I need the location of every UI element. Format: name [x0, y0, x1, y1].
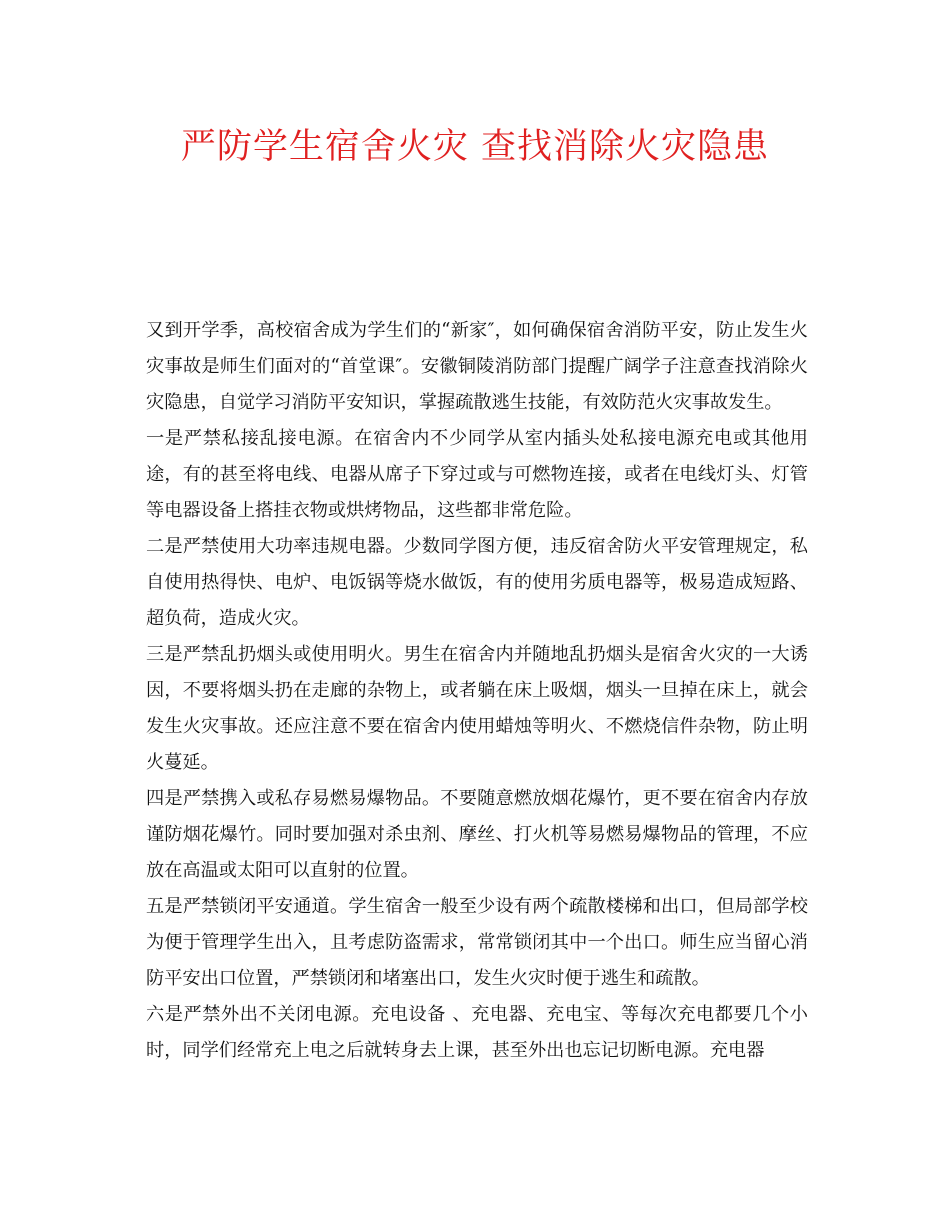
paragraph-rule-1: 一是严禁私接乱接电源。在宿舍内不少同学从室内插头处私接电源充电或其他用途，有的甚至将电线、电器从席子下穿过或与可燃物连接，或者在电线灯头、灯管等电器设备上搭挂衣物或烘烤物品，这些都非常危险。 [146, 428, 808, 521]
paragraph-rule-2: 二是严禁使用大功率违规电器。少数同学图方便，违反宿舍防火平安管理规定，私自使用热得快、电炉、电饭锅等烧水做饭，有的使用劣质电器等，极易造成短路、超负荷，造成火灾。 [146, 536, 808, 629]
paragraph-rule-6: 六是严禁外出不关闭电源。充电设备 、充电器、充电宝、等每次充电都要几个小时，同学们经常充上电之后就转身去上课，甚至外出也忘记切断电源。充电器 [146, 1004, 808, 1061]
document-title: 严防学生宿舍火灾 查找消除火灾隐患 [180, 127, 770, 167]
paragraph-rule-4: 四是严禁携入或私存易燃易爆物品。不要随意燃放烟花爆竹，更不要在宿舍内存放谨防烟花爆竹。同时要加强对杀虫剂、摩丝、打火机等易燃易爆物品的管理，不应放在高温或太阳可以直射的位置。 [146, 788, 808, 881]
paragraph-intro: 又到开学季，高校宿舍成为学生们的“新家″，如何确保宿舍消防平安，防止发生火灾事故是师生们面对的“首堂课″。安徽铜陵消防部门提醒广阔学子注意查找消除火灾隐患，自觉学习消防平安知识，掌握疏散逃生技能，有效防范火灾事故发生。 [146, 320, 808, 413]
paragraph-rule-5: 五是严禁锁闭平安通道。学生宿舍一般至少设有两个疏散楼梯和出口，但局部学校为便于管理学生出入，且考虑防盗需求，常常锁闭其中一个出口。师生应当留心消防平安出口位置，严禁锁闭和堵塞出口，发生火灾时便于逃生和疏散。 [146, 896, 808, 989]
paragraph-rule-3: 三是严禁乱扔烟头或使用明火。男生在宿舍内并随地乱扔烟头是宿舍火灾的一大诱因，不要将烟头扔在走廊的杂物上，或者躺在床上吸烟，烟头一旦掉在床上，就会发生火灾事故。还应注意不要在宿舍内使用蜡烛等明火、不燃烧信件杂物，防止明火蔓延。 [146, 644, 808, 773]
document-body [146, 313, 808, 1069]
